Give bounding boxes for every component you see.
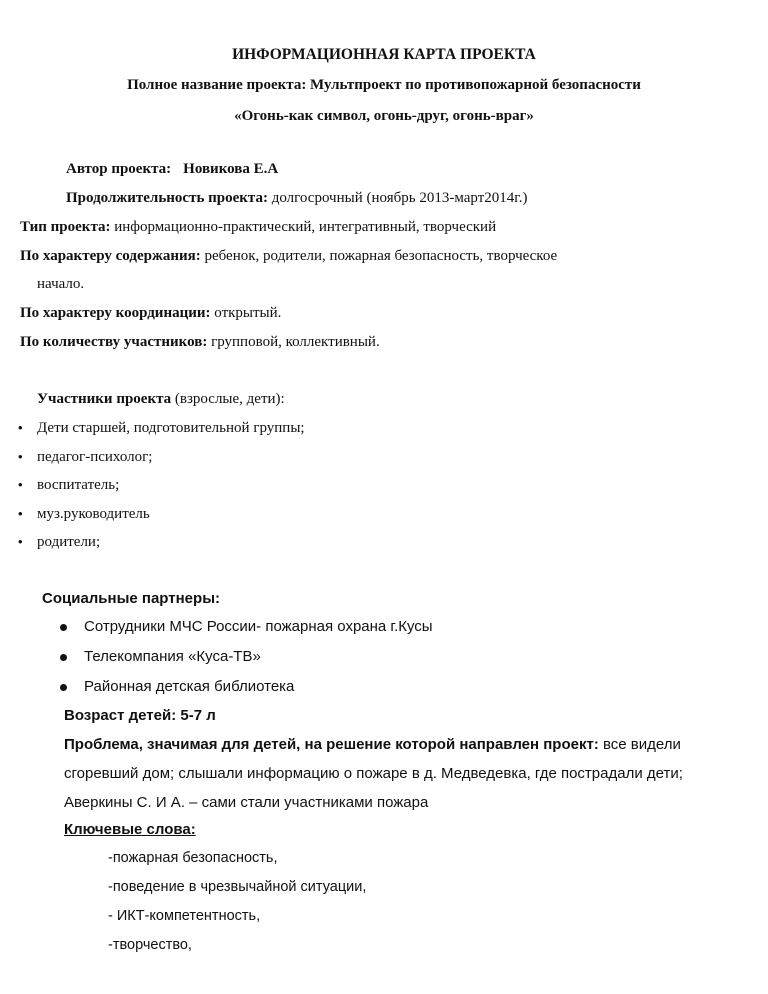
project-full-name: Полное название проекта: Мультпроект по противопожарной безопасности — [127, 77, 641, 93]
bullet-icon: • — [18, 449, 23, 464]
participants-count-label: По количеству участников: — [20, 334, 208, 350]
list-item: -поведение в чрезвычайной ситуации, — [108, 879, 367, 895]
participants-heading — [37, 389, 285, 409]
bullet-icon — [60, 624, 67, 631]
page-title: ИНФОРМАЦИОННАЯ КАРТА ПРОЕКТА — [232, 46, 536, 63]
duration-label: Продолжительность проекта: — [66, 190, 268, 206]
author-label: Автор проекта: — [66, 161, 172, 177]
problem-line-1 — [64, 735, 681, 755]
problem-line-3: Аверкины С. И А. – сами стали участниками пожара — [64, 794, 429, 811]
participants-note: (взрослые, дети): — [171, 391, 285, 407]
project-subtitle: «Огонь-как символ, огонь-друг, огонь-враг» — [234, 108, 534, 124]
coordination-value: открытый. — [210, 305, 282, 321]
bullet-icon — [60, 684, 67, 691]
content-character-continuation: начало. — [37, 276, 85, 292]
list-item: родители; — [37, 534, 101, 550]
content-character-line — [20, 246, 557, 266]
problem-line-2: сгоревший дом; слышали информацию о пожаре в д. Медведевка, где пострадали дети; — [64, 765, 683, 782]
duration-line — [66, 188, 527, 208]
type-value: информационно-практический, интегративный, творческий — [110, 219, 497, 235]
author-value: Новикова Е.А — [183, 161, 279, 177]
participants-label: Участники проекта — [37, 391, 172, 407]
list-item: - ИКТ-компетентность, — [108, 908, 261, 924]
author-line — [66, 159, 278, 179]
list-item: Районная детская библиотека — [84, 678, 295, 695]
duration-value: долгосрочный (ноябрь 2013-март2014г.) — [267, 190, 528, 206]
partners-heading: Социальные партнеры: — [42, 590, 220, 607]
list-item: педагог-психолог; — [37, 449, 153, 465]
list-item: муз.руководитель — [37, 506, 150, 522]
coordination-label: По характеру координации: — [20, 305, 211, 321]
list-item: -творчество, — [108, 937, 192, 953]
participants-count-line — [20, 332, 380, 352]
coordination-line — [20, 303, 281, 323]
content-character-label: По характеру содержания: — [20, 248, 201, 264]
children-age: Возраст детей: 5-7 л — [64, 707, 216, 724]
list-item: -пожарная безопасность, — [108, 850, 278, 866]
list-item: Сотрудники МЧС России- пожарная охрана г.Кусы — [84, 618, 433, 635]
bullet-icon: • — [18, 534, 23, 549]
content-character-value: ребенок, родители, пожарная безопасность, творческое — [200, 248, 558, 264]
participants-count-value: групповой, коллективный. — [207, 334, 380, 350]
keywords-heading: Ключевые слова: — [64, 821, 196, 838]
bullet-icon — [60, 654, 67, 661]
bullet-icon: • — [18, 506, 23, 521]
list-item: воспитатель; — [37, 477, 120, 493]
list-item: Дети старшей, подготовительной группы; — [37, 420, 305, 436]
type-line — [20, 217, 496, 237]
bullet-icon: • — [18, 477, 23, 492]
problem-value: все видели — [598, 736, 681, 753]
type-label: Тип проекта: — [20, 219, 111, 235]
problem-label: Проблема, значимая для детей, на решение которой направлен проект: — [64, 736, 599, 753]
list-item: Телекомпания «Куса-ТВ» — [84, 648, 261, 665]
bullet-icon: • — [18, 420, 23, 435]
